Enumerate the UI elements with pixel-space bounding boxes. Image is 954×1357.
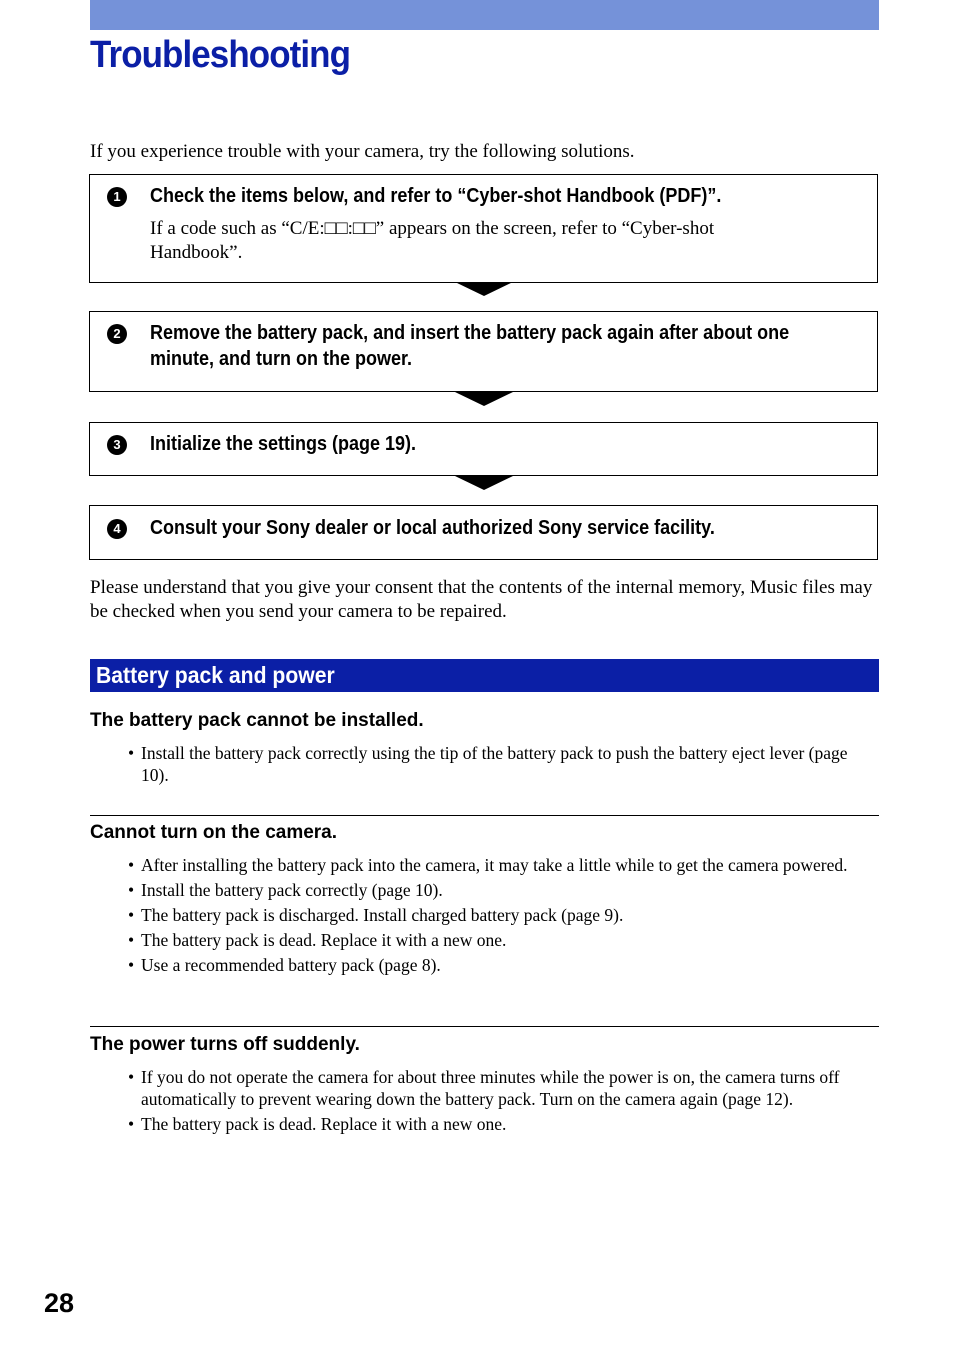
step-1-number-icon: 1 xyxy=(107,187,127,207)
step-1-detail xyxy=(150,217,817,265)
consent-note: Please understand that you give your consent that the contents of the internal memory, Music files may be checked when you send your camera to be repaired. xyxy=(90,577,873,622)
step-1-heading: Check the items below, and refer to “Cyber-shot Handbook (PDF)”. xyxy=(150,185,722,207)
list-item: • The battery pack is dead. Replace it with a new one. xyxy=(128,929,878,951)
issue-3-question: The power turns off suddenly. xyxy=(90,1034,360,1055)
header-color-bar xyxy=(90,0,879,30)
step-3-box xyxy=(89,422,878,476)
step-4-box xyxy=(89,505,878,560)
step-3-heading: Initialize the settings (page 19). xyxy=(150,433,417,455)
step-2-number-icon: 2 xyxy=(107,324,127,344)
flow-arrow-1 xyxy=(455,282,513,296)
step-2-box xyxy=(89,311,878,392)
page-number: 28 xyxy=(44,1288,75,1318)
list-item: • After installing the battery pack into the camera, it may take a little while to get the camera powered. xyxy=(128,854,878,876)
list-item: • The battery pack is discharged. Install charged battery pack (page 9). xyxy=(128,904,878,926)
list-item: • The battery pack is dead. Replace it with a new one. xyxy=(128,1113,878,1135)
list-item: • If you do not operate the camera for about three minutes while the power is on, the camera turns off automatically to prevent wearing down the battery pack. Turn on the camera again (page 12). xyxy=(128,1066,878,1110)
section-header-bar xyxy=(90,659,879,692)
flow-arrow-3 xyxy=(455,476,513,490)
step-1-box xyxy=(89,174,878,283)
page-title: Troubleshooting xyxy=(90,34,351,76)
issue-3-answers xyxy=(128,1066,878,1138)
step-2-heading: Remove the battery pack, and insert the battery pack again after about one minute, and turn on the power. xyxy=(150,322,790,370)
step-1-detail-line-1: If a code such as “C/E:□□:□□” appears on the screen, refer to “Cyber-shot xyxy=(150,218,715,239)
issue-2-answers xyxy=(128,854,878,979)
divider xyxy=(90,815,879,816)
divider xyxy=(90,1026,879,1027)
step-4-number-icon: 4 xyxy=(107,519,127,539)
step-4-heading: Consult your Sony dealer or local authorized Sony service facility. xyxy=(150,517,715,539)
intro-text: If you experience trouble with your camera, try the following solutions. xyxy=(90,141,635,162)
step-3-number-icon: 3 xyxy=(107,435,127,455)
issue-1-question: The battery pack cannot be installed. xyxy=(90,710,424,731)
issue-2-question: Cannot turn on the camera. xyxy=(90,822,338,843)
list-item: • Install the battery pack correctly (page 10). xyxy=(128,879,878,901)
section-title: Battery pack and power xyxy=(96,662,335,688)
list-item: • Install the battery pack correctly using the tip of the battery pack to push the battery eject lever (page 10). xyxy=(128,742,878,786)
issue-1-answers xyxy=(128,742,878,789)
flow-arrow-2 xyxy=(455,392,513,406)
step-1-detail-line-2: Handbook”. xyxy=(150,242,243,263)
list-item: • Use a recommended battery pack (page 8). xyxy=(128,954,878,976)
